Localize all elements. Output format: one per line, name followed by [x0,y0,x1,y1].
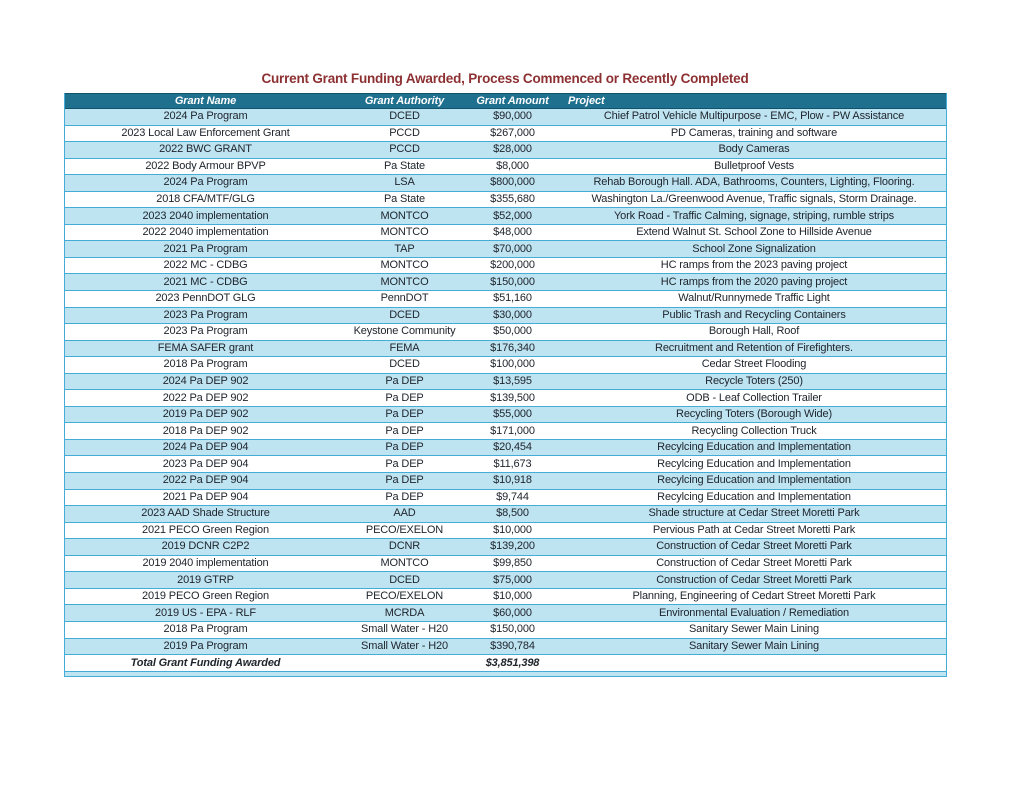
grant-name-cell: 2023 AAD Shade Structure [141,508,270,520]
grant-authority-cell: DCNR [388,541,421,553]
table-row [65,274,946,291]
grant-name-cell: 2019 Pa DEP 902 [162,409,249,421]
table-row [65,539,946,556]
table-row [65,407,946,424]
project-cell: Construction of Cedar Street Moretti Park [656,558,852,570]
grant-name-cell: 2018 Pa Program [163,359,248,371]
grant-authority-cell: DCED [389,111,420,123]
project-cell: Construction of Cedar Street Moretti Park [656,541,852,553]
grant-amount-cell: $267,000 [490,127,535,139]
table-row [65,241,946,258]
project-cell: School Zone Signalization [692,243,816,255]
total-row [65,655,946,672]
grant-table [64,93,947,677]
grant-name-cell: 2021 MC - CDBG [163,276,248,288]
project-cell: HC ramps from the 2020 paving project [660,276,848,288]
total-label: Total Grant Funding Awarded [130,656,281,669]
grant-authority-cell: DCED [389,309,420,321]
grant-authority-cell: Pa DEP [385,425,424,437]
grant-amount-cell: $800,000 [490,177,535,189]
project-cell: Construction of Cedar Street Moretti Park [656,574,852,586]
grant-authority-cell: TAP [394,243,415,255]
project-cell: Rehab Borough Hall. ADA, Bathrooms, Counters, Lighting, Flooring. [593,177,915,189]
header-grant-authority: Grant Authority [364,94,445,107]
project-cell: Pervious Path at Cedar Street Moretti Park [652,524,856,536]
page-title: Current Grant Funding Awarded, Process Commenced or Recently Completed [261,71,749,86]
table-row [65,390,946,407]
project-cell: Cedar Street Flooding [701,359,807,371]
table-row [65,126,946,143]
grant-amount-cell: $10,000 [493,591,532,603]
grant-authority-cell: Small Water - H20 [361,624,448,636]
grant-authority-cell: Pa DEP [385,376,424,388]
grant-amount-cell: $52,000 [493,210,532,222]
project-cell: Recylcing Education and Implementation [657,475,851,487]
header-project: Project [568,94,605,107]
table-row [65,341,946,358]
grant-name-cell: 2022 Pa DEP 902 [162,392,249,404]
grant-amount-cell: $11,673 [493,458,532,470]
grant-name-cell: 2019 PECO Green Region [142,591,269,603]
grant-amount-cell: $51,160 [493,293,532,305]
project-cell: Public Trash and Recycling Containers [662,309,846,321]
grant-authority-cell: AAD [393,508,416,520]
project-cell: Sanitary Sewer Main Lining [688,640,819,652]
table-bottom-strip [65,672,946,676]
grant-amount-cell: $150,000 [490,624,535,636]
grant-authority-cell: MONTCO [380,210,429,222]
grant-amount-cell: $200,000 [490,260,535,272]
table-header-row [65,93,946,109]
grant-name-cell: 2018 CFA/MTF/GLG [156,194,255,205]
project-cell: Environmental Evaluation / Remediation [659,607,849,619]
grant-name-cell: 2023 Pa Program [163,326,248,338]
grant-authority-cell: MONTCO [380,276,429,288]
grant-amount-cell: $13,595 [493,376,532,388]
table-row [65,208,946,225]
table-row [65,324,946,341]
grant-amount-cell: $90,000 [493,111,532,123]
table-row [65,357,946,374]
project-cell: Bulletproof Vests [714,160,794,172]
table-row [65,490,946,507]
grant-name-cell: 2021 Pa DEP 904 [162,491,249,503]
grant-authority-cell: Keystone Community [353,326,456,338]
grant-amount-cell: $139,500 [490,392,535,404]
project-cell: Sanitary Sewer Main Lining [688,624,819,636]
grant-amount-cell: $9,744 [496,491,529,503]
grant-name-cell: 2024 Pa DEP 904 [162,442,249,454]
grant-amount-cell: $75,000 [493,574,532,586]
table-row [65,572,946,589]
grant-amount-cell: $139,200 [490,541,535,553]
header-grant-name: Grant Name [174,94,237,107]
project-cell: Shade structure at Cedar Street Moretti Park [648,508,860,520]
grant-amount-cell: $99,850 [493,558,532,570]
grant-authority-cell: DCED [389,574,420,586]
grant-authority-cell: Pa State [384,194,425,205]
grant-name-cell: 2021 PECO Green Region [142,524,269,536]
table-row [65,440,946,457]
project-cell: HC ramps from the 2023 paving project [660,260,848,272]
grant-name-cell: 2018 Pa Program [163,624,248,636]
table-row [65,374,946,391]
grant-authority-cell: LSA [394,177,415,189]
grant-amount-cell: $176,340 [490,342,535,354]
grant-name-cell: 2022 BWC GRANT [159,144,252,156]
grant-name-cell: 2024 Pa DEP 902 [162,376,249,388]
project-cell: ODB - Leaf Collection Trailer [686,392,822,404]
project-cell: Recycle Toters (250) [705,376,803,388]
project-cell: York Road - Traffic Calming, signage, striping, rumble strips [613,210,895,222]
grant-amount-cell: $171,000 [490,425,535,437]
grant-authority-cell: PECO/EXELON [365,591,444,603]
grant-authority-cell: FEMA [389,342,420,354]
grant-authority-cell: Pa DEP [385,458,424,470]
table-row [65,556,946,573]
grant-amount-cell: $55,000 [493,409,532,421]
grant-amount-cell: $8,000 [496,160,529,172]
grant-authority-cell: Small Water - H20 [361,640,448,652]
project-cell: Recylcing Education and Implementation [657,491,851,503]
grant-authority-cell: DCED [389,359,420,371]
grant-authority-cell: Pa DEP [385,442,424,454]
grant-authority-cell: PCCD [389,144,420,156]
grant-name-cell: 2019 2040 implementation [142,558,269,570]
grant-amount-cell: $390,784 [490,640,535,652]
grant-amount-cell: $70,000 [493,243,532,255]
grant-name-cell: 2019 Pa Program [163,640,248,652]
grant-name-cell: 2024 Pa Program [163,111,248,123]
table-row [65,523,946,540]
grant-name-cell: FEMA SAFER grant [157,342,254,354]
grant-amount-cell: $48,000 [493,227,532,239]
grant-name-cell: 2019 US - EPA - RLF [155,607,256,619]
table-row [65,109,946,126]
table-row [65,589,946,606]
grant-amount-cell: $10,918 [493,475,532,487]
grant-name-cell: 2023 Pa DEP 904 [162,458,249,470]
grant-name-cell: 2019 GTRP [177,574,234,586]
grant-authority-cell: PECO/EXELON [365,524,444,536]
table-row [65,159,946,176]
table-row [65,308,946,325]
project-cell: Walnut/Runnymede Traffic Light [678,293,830,305]
grant-authority-cell: Pa DEP [385,475,424,487]
grant-name-cell: 2022 Body Armour BPVP [145,160,266,172]
grant-name-cell: 2019 DCNR C2P2 [161,541,250,553]
grant-authority-cell: Pa DEP [385,491,424,503]
header-grant-amount: Grant Amount [476,94,549,107]
grant-amount-cell: $30,000 [493,309,532,321]
table-row [65,473,946,490]
project-cell: Borough Hall, Roof [708,326,800,338]
project-cell: Recruitment and Retention of Firefighters. [655,342,853,354]
table-row [65,605,946,622]
table-row [65,291,946,308]
grant-authority-cell: Pa DEP [385,392,424,404]
grant-name-cell: 2023 PennDOT GLG [155,293,256,305]
grant-authority-cell: Pa State [384,160,425,172]
grant-table-body [65,109,946,655]
grant-name-cell: 2021 Pa Program [163,243,248,255]
grant-amount-cell: $355,680 [490,194,535,205]
grant-name-cell: 2023 Local Law Enforcement Grant [121,127,290,139]
grant-name-cell: 2022 Pa DEP 904 [162,475,249,487]
grant-amount-cell: $8,500 [496,508,529,520]
table-row [65,192,946,209]
grant-amount-cell: $28,000 [493,144,532,156]
project-cell: Recycling Toters (Borough Wide) [676,409,832,421]
grant-amount-cell: $60,000 [493,607,532,619]
table-row [65,423,946,440]
project-cell: PD Cameras, training and software [670,127,838,139]
grant-amount-cell: $50,000 [493,326,532,338]
project-cell: Washington La./Greenwood Avenue, Traffic signals, Storm Drainage. [591,194,917,205]
project-cell: Planning, Engineering of Cedart Street Moretti Park [632,591,876,603]
grant-authority-cell: MONTCO [380,558,429,570]
grant-amount-cell: $150,000 [490,276,535,288]
grant-name-cell: 2023 Pa Program [163,309,248,321]
grant-name-cell: 2022 MC - CDBG [163,260,248,272]
table-row [65,456,946,473]
project-cell: Recylcing Education and Implementation [657,442,851,454]
grant-authority-cell: Pa DEP [385,409,424,421]
grant-name-cell: 2018 Pa DEP 902 [162,425,249,437]
project-cell: Recycling Collection Truck [691,425,817,437]
table-row [65,175,946,192]
grant-authority-cell: MONTCO [380,260,429,272]
project-cell: Chief Patrol Vehicle Multipurpose - EMC, Plow - PW Assistance [603,111,905,123]
grant-amount-cell: $100,000 [490,359,535,371]
table-row [65,639,946,656]
grant-authority-cell: MONTCO [380,227,429,239]
grant-authority-cell: PCCD [389,127,420,139]
table-row [65,225,946,242]
table-row [65,142,946,159]
table-row [65,258,946,275]
grant-name-cell: 2023 2040 implementation [142,210,269,222]
table-row [65,506,946,523]
grant-name-cell: 2022 2040 implementation [142,227,269,239]
project-cell: Recylcing Education and Implementation [657,458,851,470]
total-amount: $3,851,398 [485,656,540,669]
grant-authority-cell: MCRDA [384,607,425,619]
project-cell: Extend Walnut St. School Zone to Hillside Avenue [636,227,872,239]
grant-amount-cell: $20,454 [493,442,532,454]
table-row [65,622,946,639]
grant-authority-cell: PennDOT [380,293,429,305]
grant-name-cell: 2024 Pa Program [163,177,248,189]
project-cell: Body Cameras [718,144,790,156]
grant-amount-cell: $10,000 [493,524,532,536]
